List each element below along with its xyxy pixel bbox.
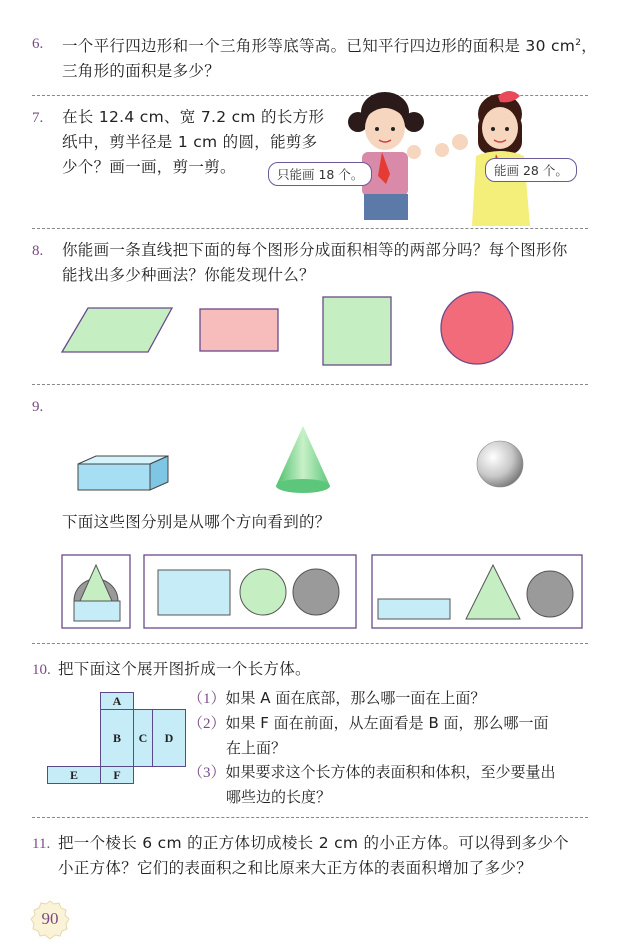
problem-6-line1: 一个平行四边形和一个三角形等底等高。已知平行四边形的面积是 30 cm [62, 37, 576, 56]
problem-9-question: 下面这些图分别是从哪个方向看到的？ [62, 513, 331, 531]
problem-8-number: 8. [32, 243, 44, 259]
problem-6-text [62, 31, 602, 84]
net-face-d: D [152, 709, 186, 767]
net-face-f: F [100, 766, 134, 784]
problem-11-number: 11. [32, 836, 51, 852]
problem-10-number: 10. [32, 662, 51, 678]
square-shape [323, 297, 391, 365]
problem-6-line1-end: ， [581, 37, 598, 56]
problem-7-number: 7. [32, 110, 44, 126]
problem-8-line1: 你能画一条直线把下面的每个图形分成面积相等的两部分吗？每个图形你 [62, 241, 568, 259]
q3-text-b: 哪些边的长度？ [226, 788, 332, 806]
problem-8-text [62, 238, 607, 288]
problem-10-title: 把下面这个展开图折成一个长方体。 [58, 660, 311, 678]
problem-7-line1: 在长 12.4 cm、宽 7.2 cm 的长方形 [62, 108, 325, 126]
problem-6-sup: 2 [575, 38, 582, 48]
problem-9-solids [70, 420, 540, 500]
net-face-a: A [100, 692, 134, 710]
problem-8-shapes [50, 290, 530, 370]
divider-2 [32, 228, 588, 229]
problem-9-views [60, 553, 590, 633]
problem-9-number: 9. [32, 399, 44, 415]
circle-shape [441, 292, 513, 364]
q1-text: 如果 A 面在底部，那么哪一面在上面？ [225, 689, 486, 707]
problem-8-line2: 能找出多少种画法？你能发现什么？ [62, 266, 315, 284]
problem-11-text [58, 831, 608, 881]
speech-bubble-left: 只能画 18 个。 [268, 162, 372, 186]
q3-text-a: 如果要求这个长方体的表面积和体积，至少要量出 [225, 763, 556, 781]
left-girl-figure [348, 92, 424, 220]
problem-11-line1: 把一个棱长 6 cm 的正方体切成棱长 2 cm 的小正方体。可以得到多少个 [58, 834, 569, 852]
cuboid-solid [78, 456, 168, 490]
q2-text-a: 如果 F 面在前面，从左面看是 B 面，那么哪一面 [225, 714, 549, 732]
q3-number: （3） [188, 765, 226, 781]
problem-6-line2: 三角形的面积是多少？ [62, 62, 221, 81]
net-face-c: C [133, 709, 153, 767]
problem-7-line2: 纸中，剪半径是 1 cm 的圆，能剪多 [62, 133, 318, 151]
page-number: 90 [41, 909, 59, 928]
girls-illustration [330, 84, 550, 226]
parallelogram-shape [62, 308, 172, 352]
net-face-e: E [47, 766, 101, 784]
q1-number: （1） [188, 691, 226, 707]
q2-text-b: 在上面？ [226, 739, 287, 757]
sphere-solid [477, 441, 523, 487]
problem-7-line3: 少个？画一画，剪一剪。 [62, 158, 236, 176]
cone-solid [276, 426, 330, 493]
problem-11-line2: 小正方体？它们的表面积之和比原来大正方体的表面积增加了多少？ [58, 859, 533, 877]
problem-6-number: 6. [32, 36, 44, 52]
q2-number: （2） [188, 716, 226, 732]
rectangle-shape [200, 309, 278, 351]
net-face-b: B [100, 709, 134, 767]
divider-3 [32, 384, 588, 385]
divider-5 [32, 817, 588, 818]
problem-10-subquestions [188, 686, 598, 809]
divider-4 [32, 643, 588, 644]
speech-bubble-right: 能画 28 个。 [485, 158, 577, 182]
